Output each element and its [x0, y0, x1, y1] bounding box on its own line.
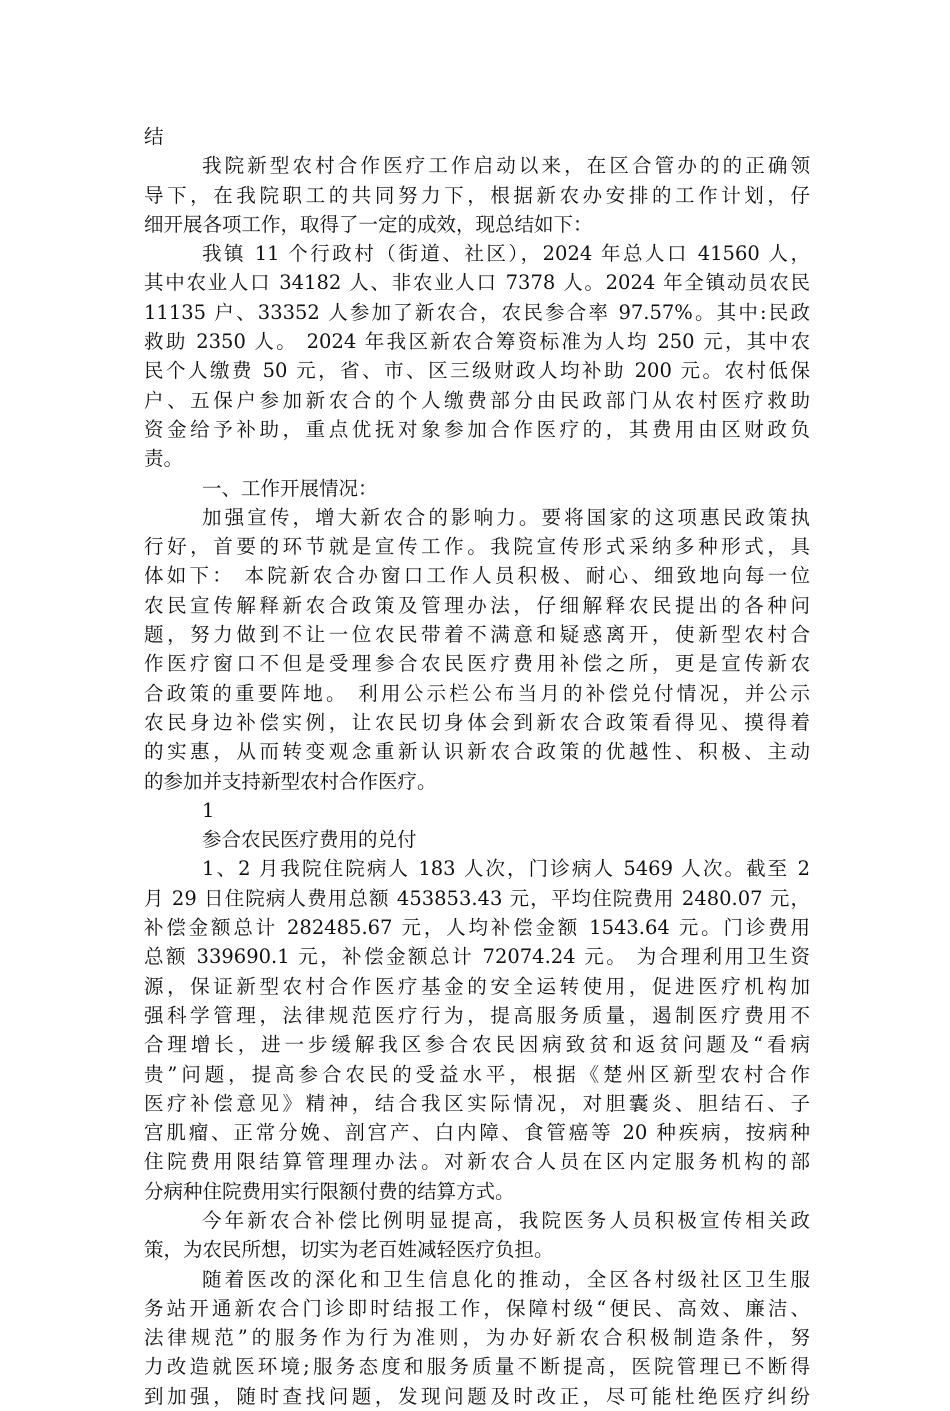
text-line: 我镇 11 个行政村（街道、社区），2024 年总人口 41560 人， [202, 242, 810, 266]
text-line: 补偿金额总计 282485.67 元，人均补偿金额 1543.64 元。门诊费用 [144, 916, 810, 940]
text-line: 导下，在我院职工的共同努力下，根据新农办安排的工作计划，仔 [144, 183, 810, 207]
text-line: 作医疗窗口不但是受理参合农民医疗费用补偿之所，更是宣传新农 [144, 652, 810, 676]
text-line: 月 29 日住院病人费用总额 453853.43 元，平均住院费用 2480.07 元， [144, 886, 810, 910]
text-line: 的实惠，从而转变观念重新认识新农合政策的优越性、积极、主动 [144, 740, 810, 764]
text-line: 法律规范”的服务作为行为准则，为办好新农合积极制造条件，努 [144, 1326, 810, 1350]
text-line: 合理增长，进一步缓解我区参合农民因病致贫和返贫问题及“看病 [144, 1033, 810, 1057]
text-line: 的参加并支持新型农村合作医疗。 [144, 769, 437, 793]
text-line: 题，努力做到不让一位农民带着不满意和疑惑离开，使新型农村合 [144, 623, 810, 647]
text-line: 源，保证新型农村合作医疗基金的安全运转使用，促进医疗机构加 [144, 974, 810, 998]
text-line: 资金给予补助，重点优抚对象参加合作医疗的，其费用由区财政负 [144, 417, 810, 441]
text-line: 11135 户、33352 人参加了新农合，农民参合率 97.57%。其中:民政 [144, 300, 810, 324]
text-line: 1 [202, 798, 215, 822]
text-line: 力改造就医环境;服务态度和服务质量不断提高，医院管理已不断得 [144, 1355, 810, 1379]
text-line: 贵”问题，提高参合农民的受益水平，根据《楚州区新型农村合作 [144, 1062, 810, 1086]
text-line: 1、2 月我院住院病人 183 人次，门诊病人 5469 人次。截至 2 [202, 857, 810, 881]
text-line: 民个人缴费 50 元，省、市、区三级财政人均补助 200 元。农村低保 [144, 359, 810, 383]
text-line: 宫肌瘤、正常分娩、剖宫产、白内障、食管癌等 20 种疾病，按病种 [144, 1121, 810, 1145]
text-line: 分病种住院费用实行限额付费的结算方式。 [144, 1179, 515, 1203]
text-line: 农民宣传解释新农合政策及管理办法，仔细解释农民提出的各种问 [144, 593, 810, 617]
text-line: 住院费用限结算管理理办法。对新农合人员在区内定服务机构的部 [144, 1150, 810, 1174]
text-line: 户、五保户参加新农合的个人缴费部分由民政部门从农村医疗救助 [144, 388, 810, 412]
text-line: 随着医改的深化和卫生信息化的推动，全区各村级社区卫生服 [202, 1267, 810, 1291]
text-line: 到加强，随时查找问题，发现问题及时改正，尽可能杜绝医疗纠纷 [144, 1384, 810, 1408]
text-line: 一、工作开展情况： [202, 476, 378, 500]
text-line: 责。 [144, 447, 184, 471]
text-line: 农民身边补偿实例，让农民切身体会到新农合政策看得见、摸得着 [144, 710, 810, 734]
text-line: 务站开通新农合门诊即时结报工作，保障村级“便民、高效、廉洁、 [144, 1296, 810, 1320]
text-line: 参合农民医疗费用的兑付 [202, 828, 417, 852]
text-line: 加强宣传，增大新农合的影响力。要将国家的这项惠民政策执 [202, 505, 810, 529]
text-line: 结 [144, 125, 164, 148]
text-line: 合政策的重要阵地。 利用公示栏公布当月的补偿兑付情况，并公示 [144, 681, 810, 705]
text-line: 我院新型农村合作医疗工作启动以来，在区合管办的的正确领 [202, 154, 810, 178]
text-line: 今年新农合补偿比例明显提高，我院医务人员积极宣传相关政 [202, 1208, 810, 1232]
text-line: 细开展各项工作，取得了一定的成效，现总结如下： [144, 212, 593, 236]
text-line: 医疗补偿意见》精神，结合我区实际情况，对胆囊炎、胆结石、子 [144, 1091, 810, 1115]
text-line: 策，为农民所想，切实为老百姓减轻医疗负担。 [144, 1238, 554, 1262]
text-line: 其中农业人口 34182 人、非农业人口 7378 人。2024 年全镇动员农民 [144, 271, 810, 295]
text-line: 行好，首要的环节就是宣传工作。我院宣传形式采纳多种形式，具 [144, 535, 810, 559]
text-line: 救助 2350 人。 2024 年我区新农合筹资标准为人均 250 元，其中农 [144, 330, 810, 354]
document-body [144, 122, 810, 1411]
text-line: 强科学管理，法律规范医疗行为，提高服务质量，遏制医疗费用不 [144, 1003, 810, 1027]
text-line: 总额 339690.1 元，补偿金额总计 72074.24 元。 为合理利用卫生资 [144, 945, 810, 969]
text-line: 体如下： 本院新农合办窗口工作人员积极、耐心、细致地向每一位 [144, 564, 810, 588]
